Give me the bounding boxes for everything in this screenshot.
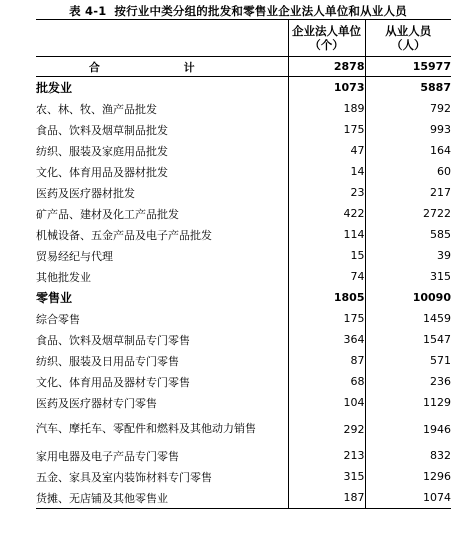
row-units: 315 — [288, 466, 365, 487]
row-employees: 1946 — [365, 413, 451, 445]
table-row — [36, 161, 451, 182]
header-row — [36, 20, 451, 57]
row-label: 汽车、摩托车、零配件和燃料及其他动力销售 — [36, 422, 256, 435]
header-units — [288, 20, 365, 57]
table-title-text: 按行业中类分组的批发和零售业企业法人单位和从业人员 — [114, 4, 407, 18]
data-table — [36, 19, 451, 509]
row-units: 213 — [288, 445, 365, 466]
table-row — [36, 98, 451, 119]
row-employees: 1547 — [365, 329, 451, 350]
table-row — [36, 350, 451, 371]
row-employees: 1296 — [365, 466, 451, 487]
row-units: 114 — [288, 224, 365, 245]
row-employees: 217 — [365, 182, 451, 203]
row-label: 文化、体育用品及器材专门零售 — [36, 375, 190, 389]
row-employees: 993 — [365, 119, 451, 140]
row-units: 47 — [288, 140, 365, 161]
row-units: 364 — [288, 329, 365, 350]
row-label: 纺织、服装及家庭用品批发 — [36, 144, 168, 158]
row-units: 14 — [288, 161, 365, 182]
row-employees: 585 — [365, 224, 451, 245]
header-units-label: 企业法人单位 — [292, 24, 361, 38]
row-units: 175 — [288, 119, 365, 140]
row-units: 2878 — [288, 57, 365, 77]
row-label: 食品、饮料及烟草制品批发 — [36, 123, 168, 137]
table-row — [36, 371, 451, 392]
row-units: 87 — [288, 350, 365, 371]
table-row-category — [36, 287, 451, 308]
row-label: 综合零售 — [36, 312, 80, 326]
row-label: 合 计 — [36, 57, 288, 77]
row-label: 农、林、牧、渔产品批发 — [36, 102, 157, 116]
header-employees-unit: （人） — [391, 38, 426, 52]
row-label: 其他批发业 — [36, 270, 91, 284]
table-row — [36, 224, 451, 245]
row-employees: 792 — [365, 98, 451, 119]
row-label: 五金、家具及室内装饰材料专门零售 — [36, 470, 212, 484]
row-employees: 15977 — [365, 57, 451, 77]
row-label: 机械设备、五金产品及电子产品批发 — [36, 228, 212, 242]
row-employees: 315 — [365, 266, 451, 287]
row-label: 货摊、无店铺及其他零售业 — [36, 487, 288, 509]
table-number: 表 4-1 — [69, 4, 107, 18]
row-label: 批发业 — [36, 81, 73, 95]
row-units: 15 — [288, 245, 365, 266]
row-employees: 1459 — [365, 308, 451, 329]
row-label: 医药及医疗器材批发 — [36, 186, 135, 200]
table-row — [36, 392, 451, 413]
row-employees: 2722 — [365, 203, 451, 224]
row-employees: 236 — [365, 371, 451, 392]
table-row — [36, 445, 451, 466]
header-employees — [365, 20, 451, 57]
table-row — [36, 466, 451, 487]
table-row — [36, 413, 451, 445]
row-employees: 1129 — [365, 392, 451, 413]
row-employees: 571 — [365, 350, 451, 371]
row-units: 1805 — [288, 287, 365, 308]
row-label: 纺织、服装及日用品专门零售 — [36, 354, 179, 368]
row-label: 医药及医疗器材专门零售 — [36, 396, 157, 410]
row-employees: 5887 — [365, 77, 451, 99]
table-row — [36, 487, 451, 509]
row-employees: 10090 — [365, 287, 451, 308]
row-employees: 164 — [365, 140, 451, 161]
table-row — [36, 329, 451, 350]
table-row — [36, 266, 451, 287]
row-employees: 60 — [365, 161, 451, 182]
table-row — [36, 119, 451, 140]
row-units: 187 — [288, 487, 365, 509]
table-title — [0, 3, 476, 19]
header-units-unit: （个） — [309, 38, 344, 52]
table-row — [36, 245, 451, 266]
table-row — [36, 308, 451, 329]
row-employees: 39 — [365, 245, 451, 266]
table-row-total — [36, 57, 451, 77]
row-label: 零售业 — [36, 291, 73, 305]
table-row — [36, 182, 451, 203]
row-units: 1073 — [288, 77, 365, 99]
row-units: 292 — [288, 413, 365, 445]
row-employees: 1074 — [365, 487, 451, 509]
row-label: 贸易经纪与代理 — [36, 249, 113, 263]
row-label: 矿产品、建材及化工产品批发 — [36, 207, 179, 221]
header-blank — [36, 20, 288, 57]
row-employees: 832 — [365, 445, 451, 466]
row-units: 422 — [288, 203, 365, 224]
row-units: 68 — [288, 371, 365, 392]
row-units: 23 — [288, 182, 365, 203]
table-row — [36, 140, 451, 161]
row-units: 189 — [288, 98, 365, 119]
row-units: 104 — [288, 392, 365, 413]
row-label: 家用电器及电子产品专门零售 — [36, 449, 179, 463]
table-row-category — [36, 77, 451, 99]
header-employees-label: 从业人员 — [385, 24, 432, 38]
row-label: 食品、饮料及烟草制品专门零售 — [36, 333, 190, 347]
row-label: 文化、体育用品及器材批发 — [36, 165, 168, 179]
row-units: 175 — [288, 308, 365, 329]
row-units: 74 — [288, 266, 365, 287]
table-row — [36, 203, 451, 224]
